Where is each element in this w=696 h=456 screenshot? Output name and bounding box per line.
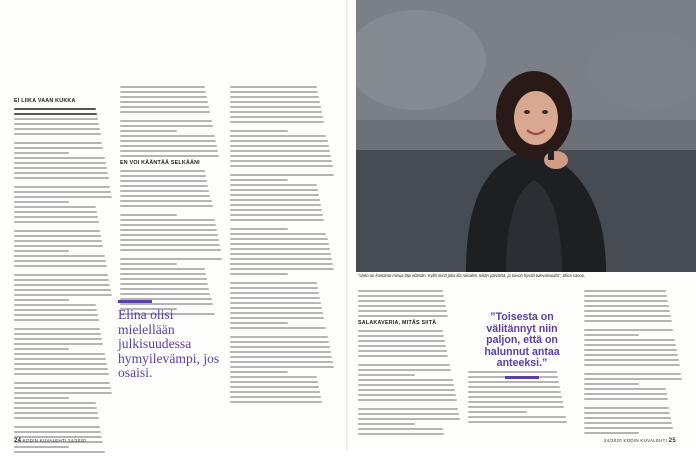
text-line <box>14 230 100 232</box>
text-line <box>14 431 101 433</box>
text-line <box>120 288 209 290</box>
text-line <box>230 282 317 284</box>
text-line <box>230 101 320 103</box>
text-line <box>120 101 208 103</box>
text-line <box>584 334 639 336</box>
text-line <box>230 351 331 353</box>
text-line <box>120 244 220 246</box>
left-column-3 <box>230 86 336 406</box>
text-line <box>358 350 447 352</box>
text-line <box>120 180 207 182</box>
text-line <box>230 371 288 373</box>
footer-label: KODIN KUVALEHTI 24/2020 <box>22 438 87 443</box>
text-line <box>14 407 97 409</box>
text-line <box>120 145 217 147</box>
text-line <box>120 205 213 207</box>
text-line <box>584 305 669 307</box>
section-heading: EN VOI KÄÄNTÄÄ SELKÄÄNI <box>120 160 200 166</box>
text-line <box>230 292 319 294</box>
text-line <box>230 121 324 123</box>
text-line <box>14 157 105 159</box>
text-line <box>14 446 69 448</box>
text-line <box>14 358 106 360</box>
text-line <box>230 174 334 176</box>
text-line <box>120 125 213 127</box>
text-line <box>584 383 639 385</box>
text-line <box>230 336 328 338</box>
text-line <box>14 206 96 208</box>
text-line <box>468 396 562 398</box>
text-line <box>120 130 177 132</box>
text-line <box>230 184 317 186</box>
text-line <box>14 294 112 296</box>
text-line <box>120 91 206 93</box>
text-line <box>584 407 669 409</box>
text-line <box>358 418 460 420</box>
text-line <box>120 229 217 231</box>
footer-left <box>14 438 86 444</box>
text-line <box>14 328 100 330</box>
text-line <box>584 349 677 351</box>
text-line <box>120 234 218 236</box>
text-line <box>358 423 415 425</box>
text-line <box>14 167 107 169</box>
text-line <box>14 133 101 135</box>
text-line <box>230 391 320 393</box>
text-line <box>14 245 103 247</box>
left-column-2 <box>120 86 224 318</box>
text-line <box>14 348 69 350</box>
pull-quote-right <box>470 312 574 379</box>
text-line <box>14 265 107 267</box>
text-line <box>230 204 321 206</box>
text-line <box>468 386 560 388</box>
page-number: 25 <box>668 438 677 444</box>
text-line <box>120 258 222 260</box>
text-line <box>358 355 448 357</box>
text-line <box>584 427 673 429</box>
text-line <box>584 393 667 395</box>
pull-quote-text: ”Toisesta on välitännyt niin paljon, että on halunnut antaa anteeksi.” <box>484 311 560 370</box>
text-line <box>14 426 100 428</box>
text-line <box>230 248 330 250</box>
right-column-3 <box>584 290 684 437</box>
quote-accent-bar <box>505 376 539 379</box>
text-line <box>120 120 212 122</box>
text-line <box>14 255 105 257</box>
text-line <box>230 287 318 289</box>
text-line <box>14 279 109 281</box>
text-line <box>230 263 333 265</box>
left-page <box>0 0 348 450</box>
text-line <box>358 310 447 312</box>
text-line <box>14 343 103 345</box>
text-line <box>14 186 110 188</box>
text-line <box>230 268 334 270</box>
text-line <box>468 416 566 418</box>
text-line <box>14 235 101 237</box>
body-text-block <box>14 108 114 453</box>
text-line <box>358 374 415 376</box>
text-line <box>230 401 322 403</box>
text-line <box>14 196 112 198</box>
text-line <box>120 273 206 275</box>
text-line <box>230 86 317 88</box>
text-line <box>230 140 328 142</box>
text-line <box>358 364 450 366</box>
section-heading: SALAKAVERIA, MITÄS SIITÄ <box>358 320 437 326</box>
text-line <box>14 304 96 306</box>
text-line <box>14 314 98 316</box>
text-line <box>14 451 105 453</box>
text-line <box>120 185 208 187</box>
text-line <box>230 327 326 329</box>
text-line <box>230 106 321 108</box>
text-line <box>584 290 666 292</box>
text-line <box>230 160 332 162</box>
text-line <box>14 240 102 242</box>
pull-quote-left <box>118 300 222 381</box>
text-line <box>120 190 209 192</box>
photo-illustration <box>356 0 696 272</box>
text-line <box>584 364 680 366</box>
text-line <box>14 284 110 286</box>
photo-caption: ”Usko on kantanut minua läpi elämän. Kyllä minä joka illa rukoilen, kiitän päivästä, ja toivon hyvää tulevaisuutta”, Elina sanoo. <box>358 273 586 278</box>
text-line <box>358 345 446 347</box>
text-line <box>14 177 109 179</box>
text-line <box>120 140 216 142</box>
text-line <box>230 346 330 348</box>
text-line <box>120 150 218 152</box>
text-line <box>14 319 99 321</box>
text-line <box>230 356 332 358</box>
text-line <box>230 361 333 363</box>
text-line <box>468 391 561 393</box>
text-line <box>358 305 446 307</box>
text-line <box>14 123 99 125</box>
text-line <box>120 111 210 113</box>
text-line <box>584 412 670 414</box>
text-line <box>584 388 666 390</box>
text-line <box>14 309 97 311</box>
text-line <box>120 214 177 216</box>
text-line <box>14 392 112 394</box>
text-line <box>584 344 676 346</box>
text-line <box>14 142 102 144</box>
text-line <box>14 333 101 335</box>
text-line <box>230 253 331 255</box>
text-line <box>230 135 326 137</box>
text-line <box>230 243 329 245</box>
text-line <box>358 399 457 401</box>
text-line <box>584 398 668 400</box>
text-line <box>120 283 208 285</box>
text-line <box>584 339 675 341</box>
text-line <box>14 338 102 340</box>
text-line <box>14 363 107 365</box>
text-line <box>120 278 207 280</box>
pull-quote-text: Elina olisi mielellään julkisuudessa hymyilevämpi, jos osaisi. <box>118 307 220 381</box>
text-line <box>14 118 98 120</box>
footer-label: 24/2020 KODIN KUVALEHTI <box>604 438 668 443</box>
text-line <box>584 329 673 331</box>
text-line <box>230 91 318 93</box>
left-column-1 <box>14 96 114 456</box>
text-line <box>230 189 318 191</box>
text-line <box>14 260 106 262</box>
text-line <box>14 250 69 252</box>
text-line <box>358 408 458 410</box>
text-line <box>14 353 105 355</box>
text-line <box>120 200 212 202</box>
text-line <box>230 199 320 201</box>
text-line <box>120 263 177 265</box>
text-line <box>14 211 97 213</box>
text-line <box>230 194 319 196</box>
text-line <box>230 386 319 388</box>
text-line <box>358 335 444 337</box>
text-line <box>230 366 334 368</box>
text-line <box>14 387 111 389</box>
right-column-1 <box>358 290 462 438</box>
text-line <box>230 238 328 240</box>
text-line <box>14 373 109 375</box>
text-line <box>584 310 670 312</box>
text-line <box>230 96 319 98</box>
text-line <box>358 379 453 381</box>
quote-accent-bar <box>118 300 152 303</box>
portrait-photo <box>356 0 696 272</box>
section-heading: EI LIIKA VAAN KUKKA <box>14 98 76 104</box>
text-line <box>358 428 443 430</box>
text-line <box>14 368 108 370</box>
text-line <box>358 330 443 332</box>
text-line <box>584 359 679 361</box>
text-line <box>584 417 671 419</box>
text-line <box>14 201 69 203</box>
text-line <box>358 389 455 391</box>
text-line <box>14 162 106 164</box>
text-line <box>230 228 288 230</box>
text-line <box>230 233 326 235</box>
text-line <box>358 369 451 371</box>
body-text-block <box>584 290 684 434</box>
text-line <box>358 315 448 317</box>
text-line <box>584 432 639 434</box>
text-line <box>14 221 99 223</box>
body-text-block <box>120 86 224 157</box>
text-line <box>14 108 96 110</box>
text-line <box>358 413 459 415</box>
text-line <box>230 307 322 309</box>
text-line <box>358 433 444 435</box>
text-line <box>14 147 103 149</box>
text-line <box>230 165 333 167</box>
text-line <box>14 172 108 174</box>
body-text-block <box>358 330 462 435</box>
text-line <box>358 295 444 297</box>
text-line <box>230 209 322 211</box>
text-line <box>120 96 207 98</box>
text-line <box>120 293 210 295</box>
text-line <box>120 106 209 108</box>
body-text-block <box>358 290 462 317</box>
text-line <box>14 402 96 404</box>
text-line <box>230 145 329 147</box>
text-line <box>14 191 111 193</box>
text-line <box>230 273 288 275</box>
text-line <box>120 86 205 88</box>
text-line <box>230 312 323 314</box>
text-line <box>120 268 205 270</box>
text-line <box>230 317 324 319</box>
text-line <box>14 216 98 218</box>
page-number: 24 <box>14 438 22 444</box>
footer-right <box>604 438 676 444</box>
text-line <box>230 381 318 383</box>
text-line <box>230 219 324 221</box>
text-line <box>358 290 443 292</box>
body-text-block <box>120 170 224 315</box>
text-line <box>120 175 206 177</box>
text-line <box>14 382 110 384</box>
text-line <box>584 354 678 356</box>
text-line <box>230 130 288 132</box>
text-line <box>230 116 323 118</box>
text-line <box>120 135 215 137</box>
text-line <box>230 341 329 343</box>
text-line <box>120 249 221 251</box>
text-line <box>358 384 454 386</box>
text-line <box>230 297 320 299</box>
text-line <box>584 373 681 375</box>
text-line <box>14 152 69 154</box>
text-line <box>14 299 69 301</box>
text-line <box>584 315 671 317</box>
text-line <box>14 417 99 419</box>
body-text-block <box>230 86 336 403</box>
text-line <box>230 179 288 181</box>
text-line <box>230 214 323 216</box>
text-line <box>230 376 317 378</box>
text-line <box>120 224 216 226</box>
text-line <box>358 340 445 342</box>
text-line <box>584 300 668 302</box>
text-line <box>358 300 445 302</box>
text-line <box>468 406 564 408</box>
text-line <box>584 295 667 297</box>
text-line <box>468 421 567 423</box>
text-line <box>14 289 111 291</box>
text-line <box>14 113 97 115</box>
text-line <box>230 150 330 152</box>
text-line <box>230 111 322 113</box>
text-line <box>584 378 682 380</box>
text-line <box>120 195 210 197</box>
text-line <box>584 422 672 424</box>
text-line <box>468 401 563 403</box>
text-line <box>584 320 672 322</box>
text-line <box>358 394 456 396</box>
text-line <box>230 155 331 157</box>
text-line <box>120 170 205 172</box>
text-line <box>14 128 100 130</box>
text-line <box>230 322 288 324</box>
text-line <box>468 411 527 413</box>
text-line <box>230 302 321 304</box>
text-line <box>230 258 332 260</box>
text-line <box>468 381 559 383</box>
text-line <box>14 274 108 276</box>
text-line <box>230 396 321 398</box>
text-line <box>120 219 215 221</box>
text-line <box>120 155 219 157</box>
text-line <box>14 412 98 414</box>
text-line <box>14 397 69 399</box>
text-line <box>120 239 219 241</box>
